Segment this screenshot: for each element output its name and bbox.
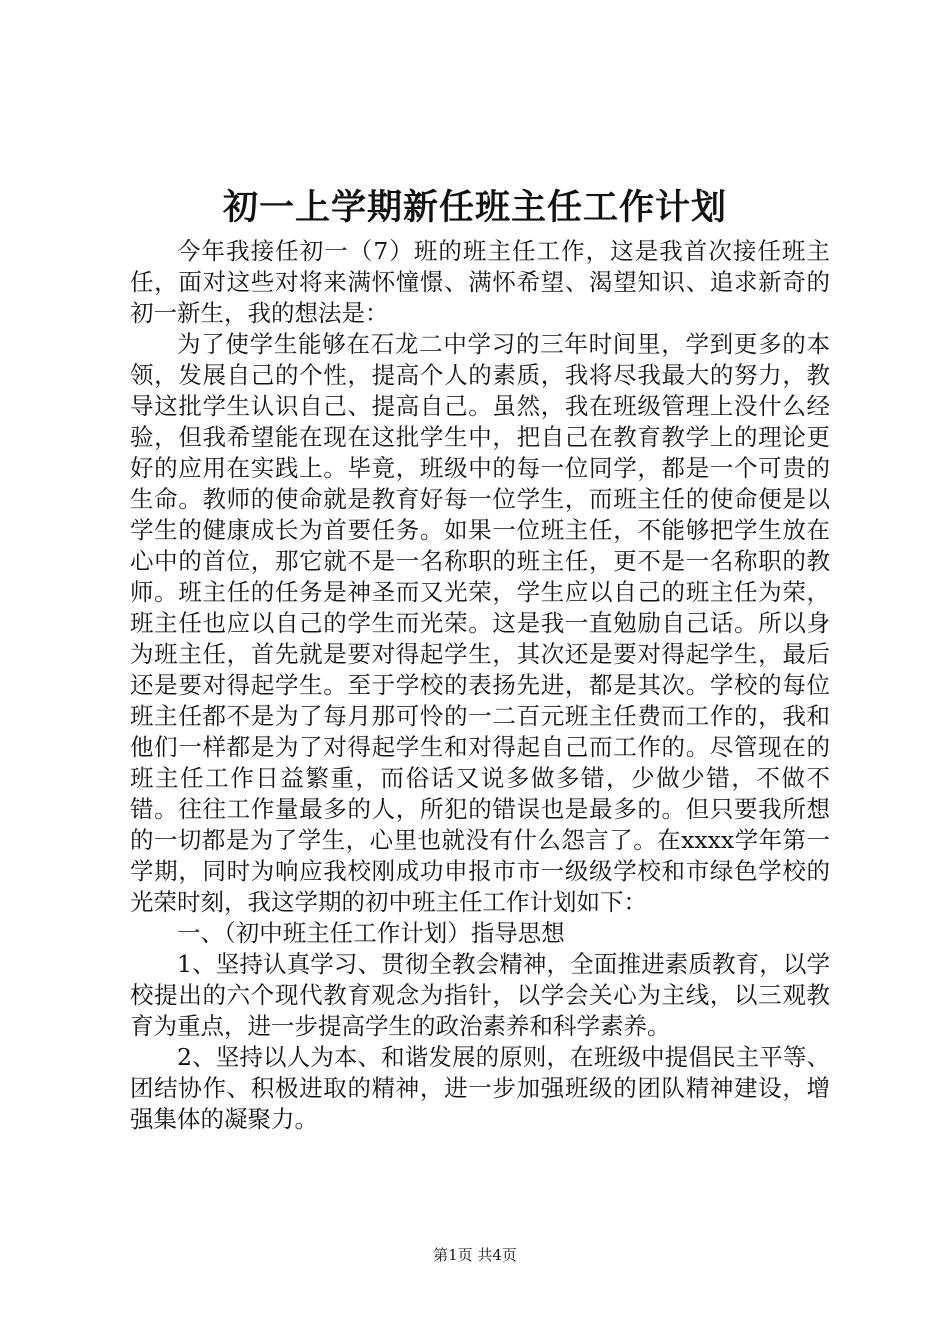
paragraph-intro: 今年我接任初一（7）班的班主任工作，这是我首次接任班主任，面对这些对将来满怀憧憬、满怀希望、渴望知识、追求新奇的初一新生，我的想法是： [130, 237, 830, 327]
document-body [130, 236, 830, 1135]
paragraph-main: 为了使学生能够在石龙二中学习的三年时间里，学到更多的本领，发展自己的个性，提高个人的素质，我将尽我最大的努力，教导这批学生认识自己、提高自己。虽然，我在班级管理上没什么经验，但我希望能在现在这批学生中，把自己在教育教学上的理论更好的应用在实践上。毕竟，班级中的每一位同学，都是一个可贵的生命。教师的使命就是教育好每一位学生，而班主任的使命便是以学生的健康成长为首要任务。如果一位班主任，不能够把学生放在心中的首位，那它就不是一名称职的班主任，更不是一名称职的教师。班主任的任务是神圣而又光荣，学生应以自己的班主任为荣，班主任也应以自己的学生而光荣。这是我一直勉励自己话。所以身为班主任，首先就是要对得起学生，其次还是要对得起学生，最后还是要对得起学生。至于学校的表扬先进，都是其次。学校的每位班主任都不是为了每月那可怜的一二百元班主任费而工作的，我和他们一样都是为了对得起学生和对得起自己而工作的。尽管现在的班主任工作日益繁重，而俗话又说多做多错，少做少错，不做不错。往往工作量最多的人，所犯的错误也是最多的。但只要我所想的一切都是为了学生，心里也就没有什么怨言了。在xxxx学年第一学期，同时为响应我校刚成功申报市市一级级学校和市绿色学校的光荣时刻，我这学期的初中班主任工作计划如下： [130, 330, 830, 916]
paragraph-item-2: 2、坚持以人为本、和谐发展的原则，在班级中提倡民主平等、团结协作、积极进取的精神，进一步加强班级的团队精神建设，增强集体的凝聚力。 [130, 1043, 830, 1133]
section-heading-guiding-thought: 一、（初中班主任工作计划）指导思想 [177, 919, 565, 947]
page-footer: 第1页 共4页 [433, 1246, 517, 1264]
paragraph-item-1: 1、坚持认真学习、贯彻全教会精神，全面推进素质教育，以学校提出的六个现代教育观念为指针，以学会关心为主线，以三观教育为重点，进一步提高学生的政治素养和科学素养。 [130, 950, 830, 1040]
document-title: 初一上学期新任班主任工作计划 [222, 187, 727, 228]
